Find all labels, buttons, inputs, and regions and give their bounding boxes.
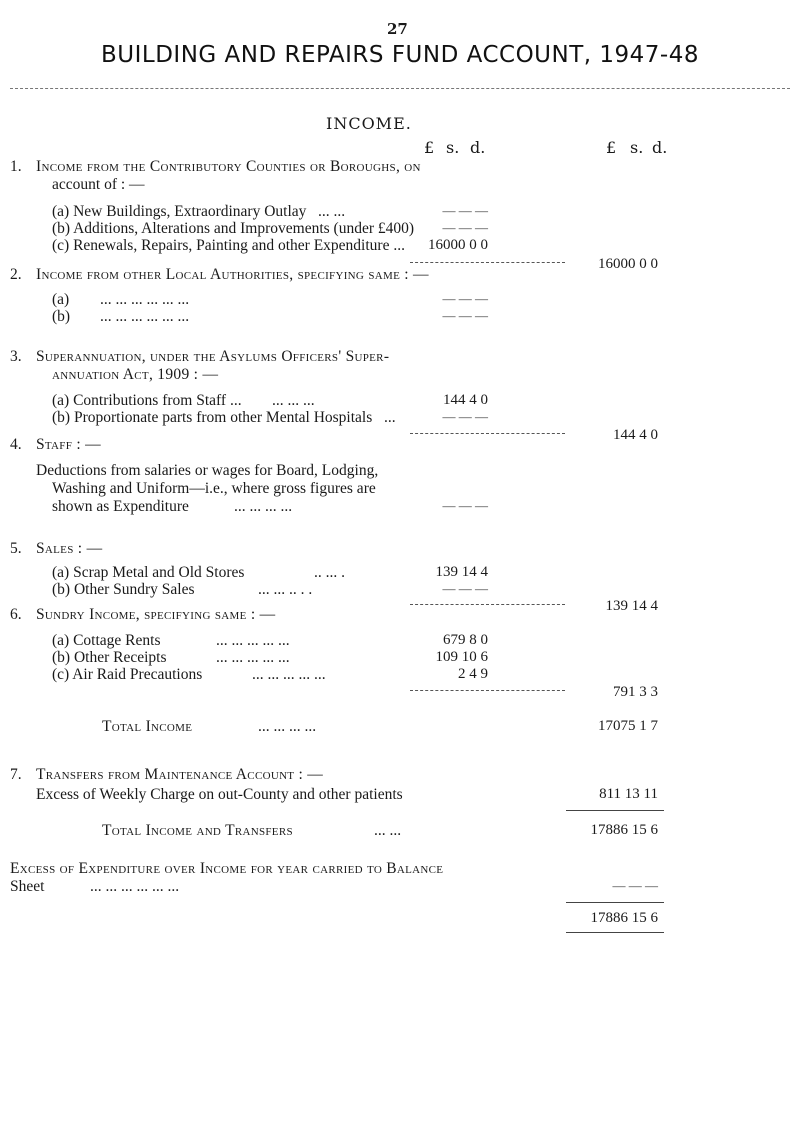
section6-item-c: (c) Air Raid Precautions — [52, 666, 203, 683]
section1-line1: Income from the Contributory Counties or Boroughs, on — [36, 158, 421, 175]
section6-subtotal-rule — [410, 690, 565, 691]
section1-total: 16000 0 0 — [598, 256, 658, 272]
total-income-amount: 17075 1 7 — [598, 718, 658, 734]
transfers-rule — [566, 810, 664, 811]
section3-total: 144 4 0 — [613, 427, 658, 443]
section1-number: 1. — [10, 158, 22, 175]
excess-blank: — — — — [612, 878, 658, 893]
section7-number: 7. — [10, 766, 22, 783]
section6-line1: Sundry Income, specifying same : — — [36, 606, 276, 623]
col1-pound-header: £ — [424, 138, 435, 157]
section3-number: 3. — [10, 348, 22, 365]
excess-leaders: ... ... ... ... ... ... — [90, 878, 180, 895]
section2-number: 2. — [10, 266, 22, 283]
section4-line2: Deductions from salaries or wages for Board, Lodging, — [36, 462, 379, 479]
section6-item-b-leaders: ... ... ... ... ... — [216, 649, 290, 666]
section3-item-a-amount: 144 4 0 — [443, 392, 488, 408]
section3-line2: annuation Act, 1909 : — — [52, 366, 219, 383]
section4-number: 4. — [10, 436, 22, 453]
section6-item-c-leaders: ... ... ... ... ... — [252, 666, 326, 683]
col2-shillings-header: s. — [630, 138, 644, 157]
total-income-transfers-label: Total Income and Transfers — [102, 822, 293, 839]
section7-amount: 811 13 11 — [599, 786, 658, 802]
grand-total-top-rule — [566, 902, 664, 903]
section6-total: 791 3 3 — [613, 684, 658, 700]
section2-line1: Income from other Local Authorities, specifying same : — — [36, 266, 429, 283]
section7-line2: Excess of Weekly Charge on out-County and other patients — [36, 786, 403, 803]
section1-item-b: (b) Additions, Alterations and Improvements (under £400) — [52, 220, 415, 237]
section1-item-c: (c) Renewals, Repairs, Painting and other Expenditure ... — [52, 237, 405, 254]
section3-item-b-leaders: ... — [384, 409, 396, 426]
header-divider — [10, 88, 790, 89]
section3-subtotal-rule — [410, 433, 565, 434]
page-number: 27 — [387, 20, 408, 38]
section3-item-a-leaders: ... ... ... — [272, 392, 315, 409]
total-income-transfers-amount: 17886 15 6 — [590, 822, 658, 838]
section5-item-a-leaders: .. ... . — [314, 564, 345, 581]
section2-item-b: (b) — [52, 308, 71, 325]
section4-leaders: ... ... ... ... — [234, 498, 293, 515]
section-heading: INCOME. — [326, 114, 412, 133]
col2-pence-header: d. — [652, 138, 668, 157]
section5-item-a-amount: 139 14 4 — [435, 564, 488, 580]
section1-item-a: (a) New Buildings, Extraordinary Outlay — [52, 203, 307, 220]
section6-item-b-amount: 109 10 6 — [435, 649, 488, 665]
section1-item-a-leaders: ... ... — [318, 203, 346, 220]
col2-pound-header: £ — [606, 138, 617, 157]
total-income-leaders: ... ... ... ... — [258, 718, 317, 735]
excess-line1: Excess of Expenditure over Income for year carried to Balance — [10, 860, 444, 877]
section3-line1: Superannuation, under the Asylums Officers' Super- — [36, 348, 390, 365]
section6-item-a-leaders: ... ... ... ... ... — [216, 632, 290, 649]
section7-line1: Transfers from Maintenance Account : — — [36, 766, 324, 783]
section6-item-a: (a) Cottage Rents — [52, 632, 161, 649]
section6-item-a-amount: 679 8 0 — [443, 632, 488, 648]
section2-item-a: (a) — [52, 291, 70, 308]
section2-item-b-leaders: ... ... ... ... ... ... — [100, 308, 190, 325]
grand-total-bottom-rule — [566, 932, 664, 933]
section6-number: 6. — [10, 606, 22, 623]
page-title: BUILDING AND REPAIRS FUND ACCOUNT, 1947-48 — [101, 42, 699, 68]
section1-line2: account of : — — [52, 176, 145, 193]
section1-item-a-blank: — — — — [442, 203, 488, 218]
total-income-transfers-leaders: ... ... — [374, 822, 402, 839]
section5-line1: Sales : — — [36, 540, 103, 557]
section1-item-c-amount: 16000 0 0 — [428, 237, 488, 253]
section5-subtotal-rule — [410, 604, 565, 605]
section4-line3: Washing and Uniform—i.e., where gross figures are — [52, 480, 376, 497]
section6-item-b: (b) Other Receipts — [52, 649, 167, 666]
section4-blank: — — — — [442, 498, 488, 513]
col1-shillings-header: s. — [446, 138, 460, 157]
section4-line1: Staff : — — [36, 436, 101, 453]
section5-number: 5. — [10, 540, 22, 557]
section6-item-c-amount: 2 4 9 — [458, 666, 488, 682]
section5-item-b: (b) Other Sundry Sales — [52, 581, 195, 598]
section3-item-b: (b) Proportionate parts from other Mental Hospitals — [52, 409, 373, 426]
section3-item-b-blank: — — — — [442, 409, 488, 424]
total-income-label: Total Income — [102, 718, 193, 735]
section1-item-b-blank: — — — — [442, 220, 488, 235]
section1-subtotal-rule — [410, 262, 565, 263]
excess-line2: Sheet — [10, 878, 45, 895]
section2-item-a-leaders: ... ... ... ... ... ... — [100, 291, 190, 308]
section5-item-a: (a) Scrap Metal and Old Stores — [52, 564, 245, 581]
section2-item-a-blank: — — — — [442, 291, 488, 306]
section2-item-b-blank: — — — — [442, 308, 488, 323]
section5-total: 139 14 4 — [605, 598, 658, 614]
section3-item-a: (a) Contributions from Staff ... — [52, 392, 242, 409]
section5-item-b-leaders: ... ... .. . . — [258, 581, 313, 598]
section4-line4: shown as Expenditure — [52, 498, 189, 515]
section5-item-b-blank: — — — — [442, 581, 488, 596]
col1-pence-header: d. — [470, 138, 486, 157]
grand-total-amount: 17886 15 6 — [590, 910, 658, 926]
